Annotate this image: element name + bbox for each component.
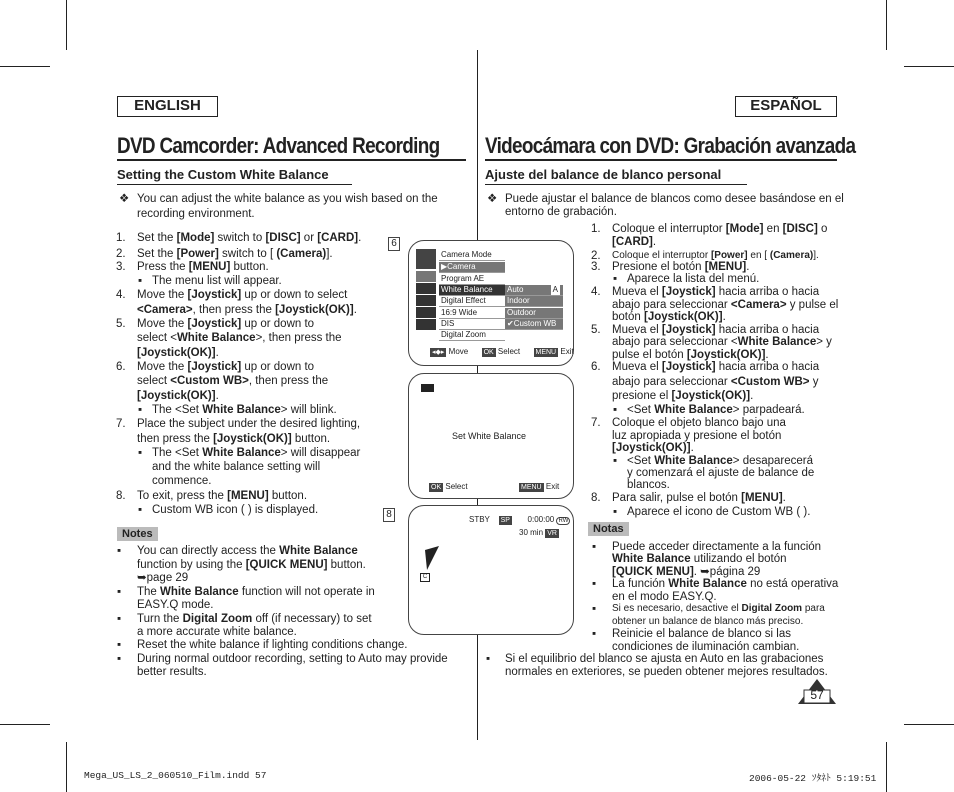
step-text: then press the [Joystick(OK)] button. — [137, 433, 331, 445]
submenu-item[interactable]: Outdoor — [505, 308, 563, 319]
crop-mark — [886, 0, 887, 50]
crop-mark — [0, 66, 50, 67]
note-bullet: ▪ — [117, 613, 122, 625]
note-text: EASY.Q mode. — [137, 599, 214, 611]
note-text: Turn the Digital Zoom off (if necessary) to set — [137, 613, 372, 625]
note-text: [QUICK MENU]. ➥página 29 — [612, 566, 761, 578]
step-number: 8. — [591, 492, 601, 504]
note-text: a more accurate white balance. — [137, 626, 297, 638]
step-text: commence. — [152, 475, 212, 487]
step-text: Set the [Power] switch to [ (Camera)]. — [137, 248, 333, 260]
remaining-line — [519, 528, 559, 538]
note-text: You can directly access the White Balance — [137, 545, 358, 557]
note-bullet: ▪ — [592, 603, 597, 615]
step-number: 1. — [591, 223, 601, 235]
remaining-time: 30 min — [519, 528, 544, 537]
footer-file-info: Mega_US_LS_2_060510_Film.indd 57 — [84, 770, 267, 781]
play-arrow-icon — [423, 546, 441, 572]
note-text: function by using the [QUICK MENU] button. — [137, 559, 366, 571]
menu-item[interactable]: ▶Camera — [439, 262, 505, 273]
intro-line: You can adjust the white balance as you wish based on the — [137, 193, 438, 205]
page-number: 57 — [810, 688, 824, 702]
step-text: Custom WB icon ( ) is displayed. — [152, 504, 319, 516]
menu-item[interactable]: Program AE — [439, 274, 505, 285]
note-bullet: ▪ — [592, 628, 597, 640]
select-label: Select — [445, 482, 468, 491]
title-rule-es — [485, 159, 837, 161]
step-text: Coloque el interruptor [Power] en [ (Camera)]. — [612, 250, 819, 261]
step-text: <Camera>, then press the [Joystick(OK)]. — [137, 304, 357, 316]
note-text: Reinicie el balance de blanco si las — [612, 628, 791, 640]
sub-bullet: ▪ — [138, 447, 143, 459]
step-text: Move the [Joystick] up or down to select — [137, 289, 348, 301]
step-text: [Joystick(OK)]. — [612, 442, 694, 454]
step-text: Move the [Joystick] up or down to — [137, 318, 315, 330]
stby-label: STBY — [469, 515, 490, 524]
menu-screen — [408, 240, 574, 366]
crop-mark — [66, 742, 67, 792]
note-text: normales en exteriores, se pueden obtener mejores resultados. — [505, 666, 828, 678]
step-number: 5. — [591, 324, 601, 336]
step-text: The menu list will appear. — [152, 275, 282, 287]
menu-item[interactable]: 16:9 Wide — [439, 308, 505, 319]
screen-number-8: 8 — [383, 508, 395, 522]
step-text: [Joystick(OK)]. — [137, 347, 219, 359]
note-text: Si es necesario, desactive el Digital Zoom para — [612, 603, 825, 614]
note-bullet: ▪ — [117, 586, 122, 598]
page-title-es: Videocámara con DVD: Grabación avanzada — [485, 133, 856, 158]
menu-item[interactable]: Digital Effect — [439, 296, 505, 307]
sub-bullet: ▪ — [138, 404, 143, 416]
step-text: Move the [Joystick] up or down to — [137, 361, 315, 373]
vr-badge: VR — [547, 530, 557, 537]
step-text: The <Set White Balance> will disappear — [152, 447, 361, 459]
section-title-en: Setting the Custom White Balance — [117, 167, 329, 182]
step-text: luz apropiada y presione el botón — [612, 430, 782, 442]
crop-mark — [904, 724, 954, 725]
menu-tab-icon — [416, 307, 436, 318]
footer-timestamp: 2006-05-22 ｿﾀﾈﾄ 5:19:51 — [749, 773, 877, 784]
note-text: ➥page 29 — [137, 572, 189, 584]
step-text: Coloque el objeto blanco bajo una — [612, 417, 786, 429]
intro-line: recording environment. — [137, 208, 255, 220]
note-bullet: ▪ — [486, 653, 491, 665]
submenu-item-checked[interactable]: ✔Custom WB — [505, 319, 563, 330]
crop-mark — [886, 742, 887, 792]
step-number: 3. — [116, 261, 126, 273]
step-text: and the white balance setting will — [152, 461, 321, 473]
step-text: abajo para seleccionar <Custom WB> y — [612, 376, 819, 388]
note-text: The White Balance function will not operate in — [137, 586, 375, 598]
step-text: Para salir, pulse el botón [MENU]. — [612, 492, 786, 504]
step-text: Mueva el [Joystick] hacia arriba o hacia — [612, 324, 820, 336]
step-number: 7. — [116, 418, 126, 430]
menu-tab-icon — [416, 295, 436, 306]
menu-tab-icon — [416, 271, 436, 282]
step-text: <Set White Balance> desaparecerá — [627, 455, 814, 467]
step-number: 5. — [116, 318, 126, 330]
sub-bullet: ▪ — [138, 275, 143, 287]
step-text: select <Custom WB>, then press the — [137, 375, 329, 387]
sub-bullet: ▪ — [613, 506, 618, 518]
step-text: The <Set White Balance> will blink. — [152, 404, 337, 416]
submenu-item[interactable] — [505, 285, 563, 296]
step-number: 1. — [116, 232, 126, 244]
set-white-balance-screen — [408, 373, 574, 499]
exit-label: Exit — [545, 482, 560, 491]
sub-bullet: ▪ — [613, 455, 618, 467]
step-text: Aparece el icono de Custom WB ( ). — [627, 506, 811, 518]
menu-item[interactable]: Digital Zoom — [439, 330, 505, 341]
notes-label-en: Notes — [117, 527, 158, 541]
menu-key: MENU — [535, 349, 557, 356]
page-title-en: DVD Camcorder: Advanced Recording — [117, 133, 440, 158]
select-label: Select — [497, 347, 521, 356]
notes-label-es: Notas — [588, 522, 629, 536]
step-text: [CARD]. — [612, 236, 657, 248]
step-number: 4. — [116, 289, 126, 301]
move-label: Move — [448, 347, 469, 356]
espanol-label: ESPAÑOL — [735, 96, 837, 117]
screen-number-6: 6 — [388, 237, 400, 251]
step-number: 7. — [591, 417, 601, 429]
note-text: obtener un balance de blanco más preciso. — [612, 616, 804, 627]
custom-wb-icon: C — [420, 573, 430, 582]
step-number: 6. — [591, 361, 601, 373]
note-bullet: ▪ — [117, 653, 122, 665]
note-text: better results. — [137, 666, 207, 678]
step-text: To exit, press the [MENU] button. — [137, 490, 308, 502]
step-text: abajo para seleccionar <White Balance> y — [612, 336, 832, 348]
note-text: Si el equilibrio del blanco se ajusta en Auto en las grabaciones — [505, 653, 824, 665]
note-bullet: ▪ — [117, 545, 122, 557]
note-text: Reset the white balance if lighting conditions change. — [137, 639, 408, 651]
step-text: y comenzará el ajuste de balance de — [627, 467, 815, 479]
step-text: select <White Balance>, then press the — [137, 332, 342, 344]
step-text: [Joystick(OK)]. — [137, 390, 219, 402]
step-number: 6. — [116, 361, 126, 373]
status-line — [469, 515, 570, 526]
step-text: <Set White Balance> parpadeará. — [627, 404, 805, 416]
menu-item[interactable]: DIS — [439, 319, 505, 330]
submenu-item[interactable]: Indoor — [505, 296, 563, 307]
camera-icon — [416, 249, 436, 269]
menu-item[interactable]: Camera Mode — [439, 250, 505, 261]
menu-key: MENU — [521, 484, 542, 491]
note-text: La función White Balance no está operativa — [612, 578, 839, 590]
step-text: Set the [Mode] switch to [DISC] or [CARD]. — [137, 232, 362, 244]
step-number: 2. — [116, 248, 126, 260]
intro-line: Puede ajustar el balance de blancos como desee basándose en el — [505, 193, 844, 205]
step-text: Mueva el [Joystick] hacia arriba o hacia — [612, 361, 820, 373]
time-counter: 0:00:00 — [527, 515, 555, 524]
step-text: Mueva el [Joystick] hacia arriba o hacia — [612, 286, 820, 298]
set-white-balance-text: Set White Balance — [452, 431, 527, 441]
step-text: Presione el botón [MENU]. — [612, 261, 750, 273]
title-rule-en — [117, 159, 466, 161]
step-text: blancos. — [627, 479, 670, 491]
exit-label: Exit — [560, 347, 574, 356]
step-number: 2. — [591, 250, 601, 262]
sub-bullet: ▪ — [613, 273, 618, 285]
screen-footer — [429, 482, 468, 492]
note-bullet: ▪ — [592, 578, 597, 590]
note-text: During normal outdoor recording, setting to Auto may provide — [137, 653, 448, 665]
crop-mark — [66, 0, 67, 50]
ok-key: OK — [431, 484, 442, 491]
joystick-icon: ◂◆▸ — [432, 349, 445, 356]
step-number: 8. — [116, 490, 126, 502]
step-text: Press the [MENU] button. — [137, 261, 269, 273]
screen-footer-exit — [519, 482, 559, 492]
step-number: 3. — [591, 261, 601, 273]
submenu-label: Auto — [507, 285, 524, 294]
step-text: presione el [Joystick(OK)]. — [612, 390, 754, 402]
note-bullet: ▪ — [592, 541, 597, 553]
crop-mark — [0, 724, 50, 725]
intro-line: entorno de grabación. — [505, 206, 617, 218]
step-text: Coloque el interruptor [Mode] en [DISC] o — [612, 223, 828, 235]
step-text: Place the subject under the desired lighting, — [137, 418, 361, 430]
battery-icon — [421, 384, 434, 392]
crop-mark — [904, 66, 954, 67]
section-title-es: Ajuste del balance de blanco personal — [485, 167, 722, 182]
note-bullet: ▪ — [117, 639, 122, 651]
diamond-bullet: ❖ — [487, 193, 498, 205]
note-text: Puede acceder directamente a la función — [612, 541, 822, 553]
note-text: en el modo EASY.Q. — [612, 591, 717, 603]
subtitle-rule-en — [117, 184, 352, 185]
note-text: condiciones de iluminación cambian. — [612, 641, 800, 653]
sub-bullet: ▪ — [613, 404, 618, 416]
diamond-bullet: ❖ — [119, 193, 130, 205]
auto-icon: A — [552, 285, 558, 294]
english-label: ENGLISH — [117, 96, 218, 117]
subtitle-rule-es — [485, 184, 747, 185]
menu-tab-icon — [416, 283, 436, 294]
step-number: 4. — [591, 286, 601, 298]
step-text: pulse el botón [Joystick(OK)]. — [612, 349, 769, 361]
step-text: Aparece la lista del menú. — [627, 273, 760, 285]
ok-key: OK — [483, 349, 494, 356]
step-text: botón [Joystick(OK)]. — [612, 311, 726, 323]
sp-badge: SP — [500, 517, 510, 524]
menu-tab-icon — [416, 319, 436, 330]
menu-footer — [430, 347, 574, 357]
step-text: abajo para seleccionar <Camera> y pulse el — [612, 299, 839, 311]
standby-screen — [408, 505, 574, 635]
sub-bullet: ▪ — [138, 504, 143, 516]
menu-item-selected[interactable]: White Balance — [439, 285, 505, 296]
note-text: White Balance utilizando el botón — [612, 553, 787, 565]
rw-badge: RW — [558, 518, 569, 524]
